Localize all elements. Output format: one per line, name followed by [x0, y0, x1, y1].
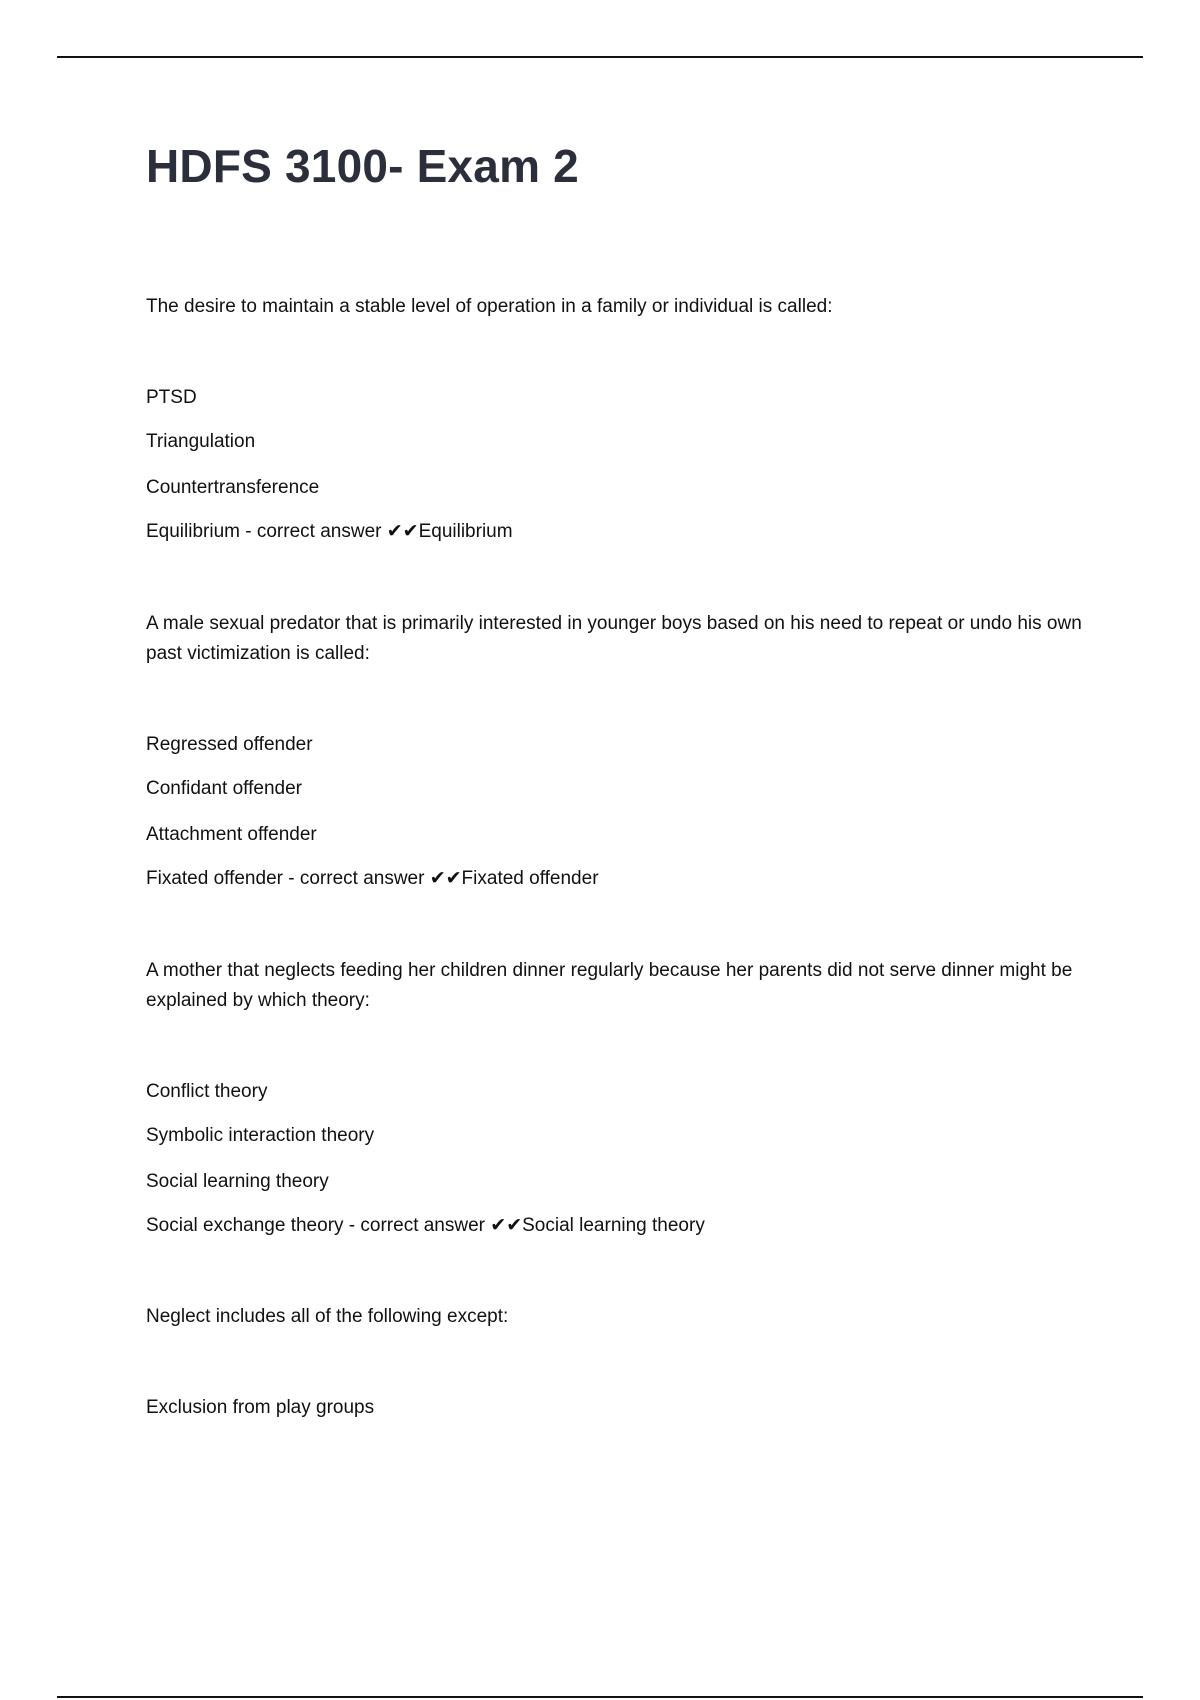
- question-4-option-1: Exclusion from play groups: [146, 1397, 375, 1418]
- top-rule: [57, 56, 1143, 58]
- question-2-answer: Fixated offender - correct answer ✔✔Fixated offender: [146, 868, 599, 889]
- question-2-prompt: A male sexual predator that is primarily interested in younger boys based on his need to repeat or undo his own past victimization is called:: [146, 613, 1082, 664]
- question-1-option-3: Countertransference: [146, 477, 320, 498]
- bottom-rule: [57, 1696, 1143, 1698]
- question-4-prompt: Neglect includes all of the following except:: [146, 1306, 509, 1327]
- page-title: HDFS 3100- Exam 2: [146, 140, 579, 192]
- question-3-option-3: Social learning theory: [146, 1171, 329, 1192]
- question-1-option-1: PTSD: [146, 387, 197, 408]
- question-1-option-2: Triangulation: [146, 431, 256, 452]
- question-3-option-2: Symbolic interaction theory: [146, 1125, 375, 1146]
- question-3-prompt: A mother that neglects feeding her children dinner regularly because her parents did not serve dinner might be explained by which theory:: [146, 960, 1073, 1011]
- question-1-answer: Equilibrium - correct answer ✔✔Equilibrium: [146, 521, 513, 542]
- question-2-option-1: Regressed offender: [146, 734, 313, 755]
- question-2-option-2: Confidant offender: [146, 778, 302, 799]
- question-3-option-1: Conflict theory: [146, 1081, 268, 1102]
- question-1-prompt: The desire to maintain a stable level of operation in a family or individual is called:: [146, 296, 833, 317]
- question-3-answer: Social exchange theory - correct answer ✔✔Social learning theory: [146, 1215, 705, 1236]
- question-2-option-3: Attachment offender: [146, 824, 317, 845]
